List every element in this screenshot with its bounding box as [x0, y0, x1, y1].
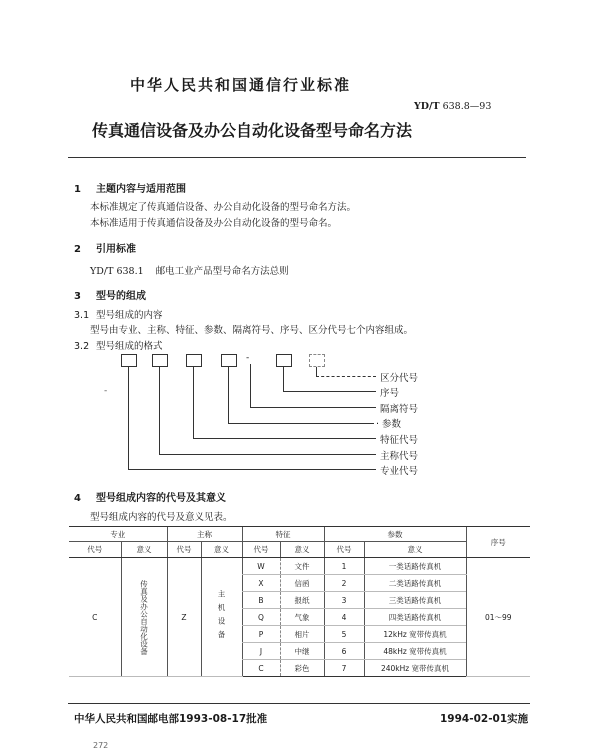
header-feature-code: 代号 — [242, 542, 280, 558]
label-major-code: 专业代号 — [380, 466, 419, 477]
section-1-paragraph-1: 本标准规定了传真通信设备、办公自动化设备的型号命名方法。 — [90, 202, 357, 213]
label-distinction-code: 区分代号 — [380, 373, 419, 384]
section-4-intro: 型号组成内容的代号及意义见表。 — [90, 512, 233, 523]
subsection-3-1-text: 型号由专业、主称、特征、参数、隔离符号、序号、区分代号七个内容组成。 — [90, 325, 414, 336]
group-feature: 特征 — [242, 527, 324, 542]
feature-code-cell: P — [242, 626, 280, 643]
code-prefix: YD/T — [414, 101, 440, 112]
leader-separator-h — [250, 407, 376, 408]
group-main: 主称 — [167, 527, 242, 542]
param-code-cell: 4 — [324, 609, 364, 626]
main-meaning-cell: 主机设备 — [201, 558, 242, 677]
param-meaning-cell: 二类话路传真机 — [364, 575, 466, 592]
header-feature-meaning: 意义 — [280, 542, 324, 558]
leader-feature-h — [193, 438, 376, 439]
param-code-cell: 7 — [324, 660, 364, 677]
code-meaning-table — [69, 527, 530, 677]
standard-code — [414, 101, 491, 112]
section-3-number: 3 — [74, 291, 81, 302]
feature-meaning-cell: 中继 — [280, 643, 324, 660]
header-main-code: 代号 — [167, 542, 201, 558]
leader-distinction-h — [316, 376, 376, 377]
implementation-date: 1994-02-01实施 — [440, 713, 529, 725]
main-code-cell: Z — [167, 558, 201, 677]
section-1-heading — [74, 180, 186, 195]
param-meaning-cell: 四类话路传真机 — [364, 609, 466, 626]
feature-code-cell: C — [242, 660, 280, 677]
group-major: 专业 — [69, 527, 167, 542]
param-code-cell: 5 — [324, 626, 364, 643]
major-code-cell: C — [69, 558, 121, 677]
param-meaning-cell: 48kHz 宽带传真机 — [364, 643, 466, 660]
section-3-title: 型号的组成 — [96, 291, 146, 302]
leader-main-v — [159, 367, 160, 454]
section-4-title: 型号组成内容的代号及其意义 — [96, 493, 226, 504]
feature-code-cell: B — [242, 592, 280, 609]
section-1-paragraph-2: 本标准适用于传真通信设备及办公自动化设备的型号命名。 — [90, 218, 338, 229]
leader-parameter-v — [228, 367, 229, 423]
subsection-3-1-heading — [74, 307, 163, 321]
table-row — [69, 558, 530, 575]
param-code-cell: 3 — [324, 592, 364, 609]
param-meaning-cell: 12kHz 宽带传真机 — [364, 626, 466, 643]
reference-code: YD/T 638.1 — [90, 266, 144, 277]
standard-organization: 中华人民共和国通信行业标准 — [130, 76, 352, 94]
reference-entry — [90, 263, 289, 277]
subsection-3-2-title: 型号组成的格式 — [96, 341, 163, 352]
group-parameter: 参数 — [324, 527, 466, 542]
format-box-feature — [186, 354, 202, 367]
label-parameter-text: 参数 — [382, 419, 402, 430]
section-3-heading — [74, 287, 146, 302]
subsection-3-2-heading — [74, 338, 163, 352]
subsection-3-1-title: 型号组成的内容 — [96, 310, 163, 321]
feature-meaning-cell: 报纸 — [280, 592, 324, 609]
label-separator-symbol: 隔离符号 — [380, 404, 419, 415]
feature-code-cell: X — [242, 575, 280, 592]
feature-code-cell: W — [242, 558, 280, 575]
param-meaning-cell: 240kHz 宽带传真机 — [364, 660, 466, 677]
leader-parameter-h — [228, 423, 374, 424]
leader-serial-v — [283, 367, 284, 391]
stray-mark: - — [104, 386, 108, 396]
header-parameter-meaning: 意义 — [364, 542, 466, 558]
format-box-major — [121, 354, 137, 367]
page-number: 272 — [93, 741, 109, 750]
code-number: 638.8—93 — [442, 101, 492, 112]
feature-meaning-cell: 文件 — [280, 558, 324, 575]
section-4-number: 4 — [74, 493, 81, 504]
leader-major-h — [128, 469, 376, 470]
section-1-title: 主题内容与适用范围 — [96, 184, 186, 195]
feature-meaning-cell: 相片 — [280, 626, 324, 643]
param-meaning-cell: 一类话路传真机 — [364, 558, 466, 575]
leader-separator-v — [250, 364, 251, 407]
reference-title: 邮电工业产品型号命名方法总则 — [155, 266, 289, 277]
section-2-title: 引用标准 — [96, 244, 136, 255]
table-group-header-row — [69, 527, 530, 542]
leader-distinction-v — [316, 367, 317, 376]
label-main-code: 主称代号 — [380, 451, 419, 462]
section-1-number: 1 — [74, 184, 81, 195]
param-code-cell: 1 — [324, 558, 364, 575]
label-serial-number: 序号 — [380, 388, 400, 399]
group-serial: 序号 — [466, 527, 530, 558]
leader-serial-h — [283, 391, 376, 392]
header-parameter-code: 代号 — [324, 542, 364, 558]
subsection-3-1-number: 3.1 — [74, 310, 90, 321]
section-2-heading — [74, 240, 136, 255]
param-code-cell: 2 — [324, 575, 364, 592]
separator-symbol: - — [246, 353, 250, 363]
subsection-3-2-number: 3.2 — [74, 341, 90, 352]
major-meaning-cell: 传真及办公自动化设备 — [121, 558, 167, 677]
header-main-meaning: 意义 — [201, 542, 242, 558]
document-title: 传真通信设备及办公自动化设备型号命名方法 — [92, 121, 413, 140]
feature-meaning-cell: 信函 — [280, 575, 324, 592]
header-major-code: 代号 — [69, 542, 121, 558]
feature-code-cell: Q — [242, 609, 280, 626]
label-feature-code: 特征代号 — [380, 435, 419, 446]
param-meaning-cell: 三类话路传真机 — [364, 592, 466, 609]
feature-meaning-cell: 气象 — [280, 609, 324, 626]
serial-range-cell: 01～99 — [466, 558, 530, 677]
leader-main-h — [159, 454, 376, 455]
leader-feature-v — [193, 367, 194, 438]
format-box-parameter — [221, 354, 237, 367]
header-rule — [68, 157, 526, 158]
feature-meaning-cell: 彩色 — [280, 660, 324, 677]
format-box-serial — [276, 354, 292, 367]
leader-major-v — [128, 367, 129, 469]
param-code-cell: 6 — [324, 643, 364, 660]
format-box-distinction — [309, 354, 325, 367]
label-parameter: · 参数 — [376, 419, 402, 430]
header-major-meaning: 意义 — [121, 542, 167, 558]
feature-code-cell: J — [242, 643, 280, 660]
section-4-heading — [74, 489, 226, 504]
section-2-number: 2 — [74, 244, 81, 255]
table-sub-header-row — [69, 542, 530, 558]
approval-statement: 中华人民共和国邮电部1993-08-17批准 — [74, 713, 268, 725]
format-box-main — [152, 354, 168, 367]
footer-rule — [68, 703, 530, 704]
